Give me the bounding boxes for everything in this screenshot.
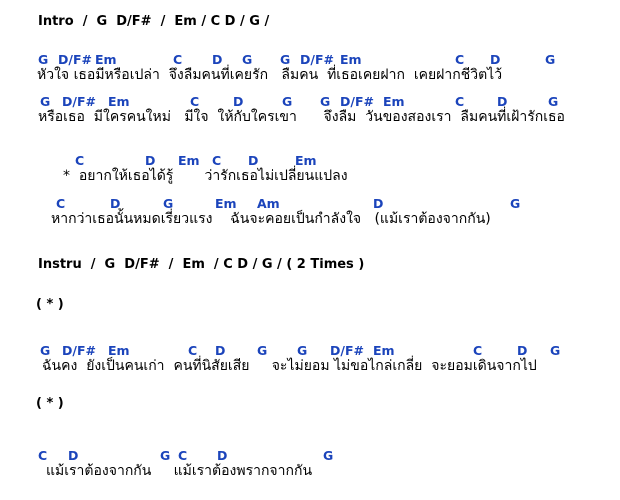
chord: C: [56, 196, 66, 211]
chord: D: [490, 52, 501, 67]
chord: Em: [178, 153, 200, 168]
chord: D/F#: [62, 94, 96, 109]
chord: D/F#: [58, 52, 92, 67]
chord: C: [455, 94, 465, 109]
repeat-chorus-mark-1: ( * ): [36, 297, 64, 312]
chord: G: [548, 94, 559, 109]
chord: G: [163, 196, 174, 211]
chord: G: [40, 343, 51, 358]
chord: C: [188, 343, 198, 358]
chord: G: [323, 448, 334, 463]
chord: Em: [383, 94, 405, 109]
chord: D: [217, 448, 228, 463]
chord: G: [280, 52, 291, 67]
chord: G: [282, 94, 293, 109]
verse1-chord-row-2: [0, 94, 620, 109]
chord: D: [145, 153, 156, 168]
verse1-lyric-1: หัวใจ เธอมีหรือเปล่า จึงลืมคนที่เคยรัก ลืมคน ที่เธอเคยฝาก เคยฝากชีวิตไว้: [37, 67, 503, 83]
chord: D/F#: [62, 343, 96, 358]
chord: Em: [215, 196, 237, 211]
chord: G: [297, 343, 308, 358]
chord: D: [68, 448, 79, 463]
chord: C: [473, 343, 483, 358]
chord: Em: [373, 343, 395, 358]
chord: G: [545, 52, 556, 67]
chord: D: [212, 52, 223, 67]
chord: D/F#: [340, 94, 374, 109]
verse2-lyric: ฉันคง ยังเป็นคนเก่า คนที่นิสัยเสีย จะไม่ยอม ไม่ขอไกล่เกลี่ย จะยอมเดินจากไป: [42, 358, 537, 374]
outro-lyric: แม้เราต้องจากกัน แม้เราต้องพรากจากกัน: [46, 463, 313, 479]
chord: Em: [108, 94, 130, 109]
chord: Am: [257, 196, 280, 211]
chord: D: [517, 343, 528, 358]
chord: G: [320, 94, 331, 109]
instru-label: Instru / G D/F# / Em / C D / G / ( 2 Times ): [38, 257, 365, 272]
chord: D: [215, 343, 226, 358]
chord: G: [40, 94, 51, 109]
verse1-chord-row-1: [0, 52, 620, 67]
chorus-lyric-1: * อยากให้เธอได้รู้ ว่ารักเธอไม่เปลี่ยนแปลง: [63, 168, 348, 184]
chord: C: [212, 153, 222, 168]
outro-chord-row: [0, 448, 620, 463]
chord: D/F#: [300, 52, 334, 67]
chord: D: [373, 196, 384, 211]
chord: D: [233, 94, 244, 109]
chord: Em: [295, 153, 317, 168]
repeat-chorus-mark-2: ( * ): [36, 396, 64, 411]
chord: C: [455, 52, 465, 67]
chord: D: [497, 94, 508, 109]
chord: G: [510, 196, 521, 211]
chord: D: [248, 153, 259, 168]
chord: C: [38, 448, 48, 463]
chord: G: [550, 343, 561, 358]
chorus-chord-row-1: [0, 153, 620, 168]
chord: Em: [108, 343, 130, 358]
chord: C: [190, 94, 200, 109]
verse2-chord-row: [0, 343, 620, 358]
chord: C: [173, 52, 183, 67]
chord: G: [257, 343, 268, 358]
chord: C: [75, 153, 85, 168]
chord: G: [38, 52, 49, 67]
intro-label: Intro / G D/F# / Em / C D / G /: [38, 14, 270, 29]
chord: C: [178, 448, 188, 463]
chord: D/F#: [330, 343, 364, 358]
chord: Em: [340, 52, 362, 67]
chorus-chord-row-2: [0, 196, 620, 211]
chorus-lyric-2: หากว่าเธอนั้นหมดเรี่ยวแรง ฉันจะคอยเป็นกำลังใจ (แม้เราต้องจากกัน): [51, 211, 491, 227]
chord: G: [242, 52, 253, 67]
verse1-lyric-2: หรือเธอ มีใครคนใหม่ มีใจ ให้กับใครเขา จึงลืม วันของสองเรา ลืมคนที่เฝ้ารักเธอ: [38, 109, 565, 125]
chord: G: [160, 448, 171, 463]
chord: Em: [95, 52, 117, 67]
chord: D: [110, 196, 121, 211]
